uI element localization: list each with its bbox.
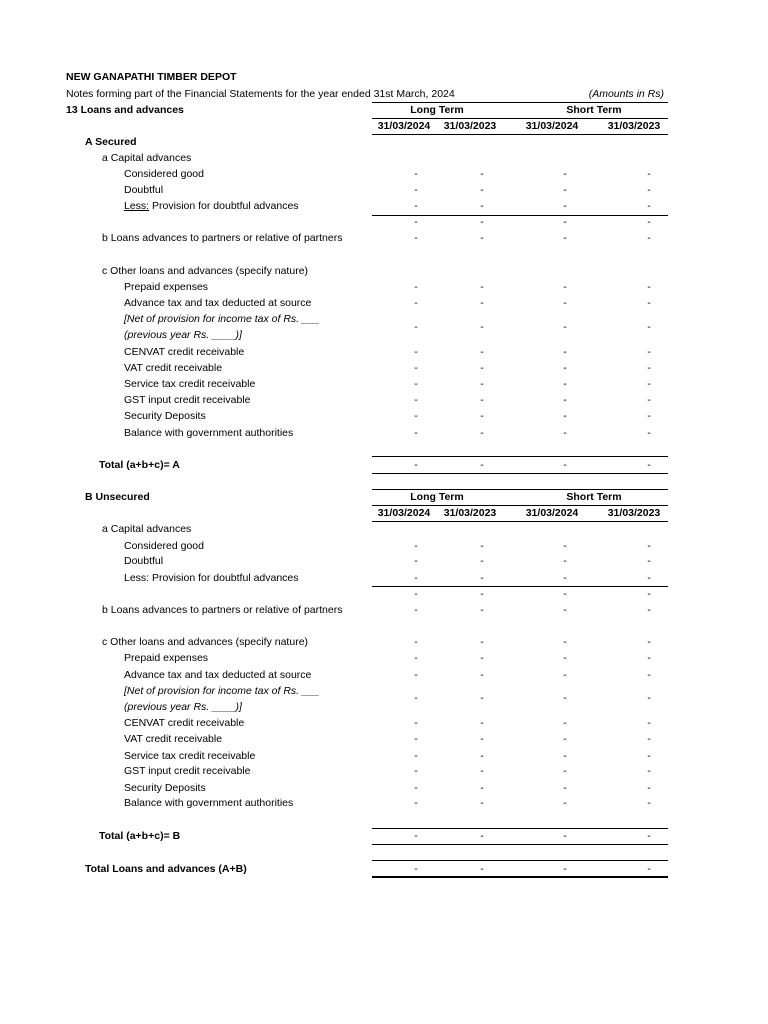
- secured-advance-tax: Advance tax and tax deducted at source: [124, 297, 312, 309]
- secured-considered-good: Considered good: [124, 168, 204, 180]
- amounts-note: (Amounts in Rs): [588, 88, 664, 100]
- amount-cell: -: [647, 669, 651, 681]
- secured-security-deposits: Security Deposits: [124, 410, 206, 422]
- amount-cell: -: [563, 232, 567, 244]
- amount-cell: -: [480, 321, 484, 333]
- amount-cell: -: [480, 346, 484, 358]
- grand-total: Total Loans and advances (A+B): [85, 863, 247, 875]
- amount-cell: -: [480, 378, 484, 390]
- col-date-lt-2023: 31/03/2023: [443, 120, 497, 132]
- unsecured-previous-year: (previous year Rs. ____)]: [124, 701, 242, 713]
- amount-cell: -: [647, 321, 651, 333]
- amount-cell: -: [647, 281, 651, 293]
- amount-cell: -: [480, 863, 484, 875]
- amount-cell: -: [563, 604, 567, 616]
- unsecured-advance-tax: Advance tax and tax deducted at source: [124, 669, 312, 681]
- amount-cell: -: [647, 733, 651, 745]
- amount-cell: -: [647, 232, 651, 244]
- amount-cell: -: [563, 459, 567, 471]
- unsecured-vat: VAT credit receivable: [124, 733, 223, 745]
- amount-cell: -: [480, 797, 484, 809]
- amount-cell: -: [414, 733, 418, 745]
- amount-cell: -: [480, 459, 484, 471]
- amount-cell: -: [480, 750, 484, 762]
- secured-gst: GST input credit receivable: [124, 394, 251, 406]
- unsecured-service-tax: Service tax credit receivable: [124, 750, 256, 762]
- amount-cell: -: [563, 168, 567, 180]
- amount-cell: -: [563, 216, 567, 228]
- amount-cell: -: [414, 782, 418, 794]
- amount-cell: -: [563, 410, 567, 422]
- amount-cell: -: [480, 588, 484, 600]
- amount-cell: -: [480, 168, 484, 180]
- amount-cell: -: [414, 410, 418, 422]
- col-date-st-2023: 31/03/2023: [607, 120, 661, 132]
- amount-cell: -: [563, 362, 567, 374]
- secured-doubtful: Doubtful: [124, 184, 164, 196]
- amount-cell: -: [414, 750, 418, 762]
- unsecured-total: Total (a+b+c)= B: [99, 830, 181, 842]
- amount-cell: -: [647, 750, 651, 762]
- grand-total-double-rule: [372, 876, 668, 878]
- unsecured-doubtful: Doubtful: [124, 555, 164, 567]
- amount-cell: -: [647, 540, 651, 552]
- secured-loans-partners: b Loans advances to partners or relative of partners: [102, 232, 343, 244]
- amount-cell: -: [647, 588, 651, 600]
- total-rule: [372, 828, 668, 829]
- amount-cell: -: [563, 765, 567, 777]
- amount-cell: -: [414, 168, 418, 180]
- col-short-term: Short Term: [566, 104, 622, 116]
- amount-cell: -: [414, 669, 418, 681]
- unsecured-gst: GST input credit receivable: [124, 765, 251, 777]
- secured-capital-advances: a Capital advances: [102, 152, 192, 164]
- note-title: 13 Loans and advances: [66, 104, 184, 116]
- secured-cenvat: CENVAT credit receivable: [124, 346, 245, 358]
- amount-cell: -: [414, 636, 418, 648]
- amount-cell: -: [563, 427, 567, 439]
- subtotal-rule: [372, 586, 668, 587]
- secured-service-tax: Service tax credit receivable: [124, 378, 256, 390]
- amount-cell: -: [563, 297, 567, 309]
- amount-cell: -: [647, 782, 651, 794]
- company-name: NEW GANAPATHI TIMBER DEPOT: [66, 71, 237, 83]
- amount-cell: -: [563, 692, 567, 704]
- amount-cell: -: [414, 378, 418, 390]
- column-header-rule: [372, 118, 668, 119]
- col-date-st-2024: 31/03/2024: [525, 120, 579, 132]
- col-date-st-2024: 31/03/2024: [525, 507, 579, 519]
- amount-cell: -: [414, 692, 418, 704]
- provision-label: Provision for doubtful advances: [149, 200, 299, 212]
- unsecured-cenvat: CENVAT credit receivable: [124, 717, 245, 729]
- secured-provision-row: [124, 200, 299, 213]
- amount-cell: -: [414, 362, 418, 374]
- amount-cell: -: [480, 830, 484, 842]
- amount-cell: -: [563, 394, 567, 406]
- column-header-rule: [372, 489, 668, 490]
- amount-cell: -: [563, 636, 567, 648]
- amount-cell: -: [647, 410, 651, 422]
- unsecured-balance-govt: Balance with government authorities: [124, 797, 294, 809]
- unsecured-other-loans: c Other loans and advances (specify nature): [102, 636, 309, 648]
- amount-cell: -: [563, 782, 567, 794]
- amount-cell: -: [414, 297, 418, 309]
- col-long-term: Long Term: [410, 104, 464, 116]
- amount-cell: -: [480, 427, 484, 439]
- secured-balance-govt: Balance with government authorities: [124, 427, 294, 439]
- amount-cell: -: [480, 652, 484, 664]
- amount-cell: -: [563, 378, 567, 390]
- amount-cell: -: [480, 540, 484, 552]
- amount-cell: -: [414, 652, 418, 664]
- amount-cell: -: [563, 750, 567, 762]
- amount-cell: -: [647, 765, 651, 777]
- col-short-term: Short Term: [566, 491, 622, 503]
- section-secured-title: A Secured: [85, 136, 137, 148]
- unsecured-provision: Less: Provision for doubtful advances: [124, 572, 299, 584]
- unsecured-security-deposits: Security Deposits: [124, 782, 206, 794]
- amount-cell: -: [414, 572, 418, 584]
- amount-cell: -: [647, 346, 651, 358]
- amount-cell: -: [563, 555, 567, 567]
- amount-cell: -: [480, 216, 484, 228]
- amount-cell: -: [480, 636, 484, 648]
- total-rule: [372, 844, 668, 845]
- amount-cell: -: [414, 797, 418, 809]
- amount-cell: -: [563, 669, 567, 681]
- amount-cell: -: [414, 200, 418, 212]
- amount-cell: -: [647, 555, 651, 567]
- amount-cell: -: [414, 540, 418, 552]
- amount-cell: -: [647, 427, 651, 439]
- amount-cell: -: [414, 765, 418, 777]
- amount-cell: -: [480, 765, 484, 777]
- unsecured-loans-partners: b Loans advances to partners or relative of partners: [102, 604, 343, 616]
- amount-cell: -: [414, 830, 418, 842]
- col-date-lt-2024: 31/03/2024: [377, 120, 431, 132]
- amount-cell: -: [414, 588, 418, 600]
- amount-cell: -: [647, 168, 651, 180]
- secured-other-loans: c Other loans and advances (specify nature): [102, 265, 309, 277]
- amount-cell: -: [414, 555, 418, 567]
- col-date-lt-2023: 31/03/2023: [443, 507, 497, 519]
- amount-cell: -: [480, 572, 484, 584]
- amount-cell: -: [563, 733, 567, 745]
- amount-cell: -: [647, 830, 651, 842]
- secured-prepaid: Prepaid expenses: [124, 281, 209, 293]
- less-label: Less:: [124, 200, 150, 212]
- amount-cell: -: [647, 216, 651, 228]
- amount-cell: -: [480, 410, 484, 422]
- amount-cell: -: [647, 200, 651, 212]
- secured-net-provision: [Net of provision for income tax of Rs. ___: [124, 313, 320, 325]
- amount-cell: -: [563, 184, 567, 196]
- col-date-st-2023: 31/03/2023: [607, 507, 661, 519]
- amount-cell: -: [480, 555, 484, 567]
- amount-cell: -: [563, 321, 567, 333]
- amount-cell: -: [647, 394, 651, 406]
- total-rule: [372, 456, 668, 457]
- unsecured-prepaid: Prepaid expenses: [124, 652, 209, 664]
- amount-cell: -: [563, 540, 567, 552]
- amount-cell: -: [480, 200, 484, 212]
- section-unsecured-title: B Unsecured: [85, 491, 150, 503]
- amount-cell: -: [647, 378, 651, 390]
- amount-cell: -: [563, 863, 567, 875]
- amount-cell: -: [480, 184, 484, 196]
- amount-cell: -: [647, 604, 651, 616]
- secured-vat: VAT credit receivable: [124, 362, 223, 374]
- amount-cell: -: [563, 281, 567, 293]
- amount-cell: -: [414, 863, 418, 875]
- secured-total: Total (a+b+c)= A: [99, 459, 180, 471]
- unsecured-considered-good: Considered good: [124, 540, 204, 552]
- amount-cell: -: [647, 572, 651, 584]
- amount-cell: -: [563, 346, 567, 358]
- amount-cell: -: [647, 184, 651, 196]
- amount-cell: -: [480, 669, 484, 681]
- unsecured-net-provision: [Net of provision for income tax of Rs. ___: [124, 685, 320, 697]
- grand-total-rule: [372, 860, 668, 861]
- amount-cell: -: [414, 427, 418, 439]
- secured-previous-year: (previous year Rs. ____)]: [124, 329, 242, 341]
- column-header-rule: [372, 134, 668, 135]
- amount-cell: -: [414, 281, 418, 293]
- amount-cell: -: [414, 184, 418, 196]
- amount-cell: -: [563, 797, 567, 809]
- amount-cell: -: [563, 588, 567, 600]
- header-rule: [372, 102, 668, 103]
- amount-cell: -: [414, 604, 418, 616]
- amount-cell: -: [414, 216, 418, 228]
- amount-cell: -: [647, 863, 651, 875]
- amount-cell: -: [563, 830, 567, 842]
- amount-cell: -: [647, 652, 651, 664]
- amount-cell: -: [480, 733, 484, 745]
- col-long-term: Long Term: [410, 491, 464, 503]
- amount-cell: -: [563, 572, 567, 584]
- total-rule: [372, 473, 668, 474]
- amount-cell: -: [480, 297, 484, 309]
- amount-cell: -: [480, 281, 484, 293]
- amount-cell: -: [414, 394, 418, 406]
- column-header-rule: [372, 505, 668, 506]
- amount-cell: -: [480, 717, 484, 729]
- amount-cell: -: [414, 232, 418, 244]
- amount-cell: -: [414, 346, 418, 358]
- amount-cell: -: [414, 321, 418, 333]
- amount-cell: -: [647, 692, 651, 704]
- amount-cell: -: [647, 459, 651, 471]
- unsecured-capital-advances: a Capital advances: [102, 523, 192, 535]
- amount-cell: -: [563, 200, 567, 212]
- amount-cell: -: [563, 652, 567, 664]
- amount-cell: -: [480, 394, 484, 406]
- amount-cell: -: [647, 797, 651, 809]
- amount-cell: -: [647, 297, 651, 309]
- amount-cell: -: [480, 782, 484, 794]
- column-header-rule: [372, 521, 668, 522]
- amount-cell: -: [480, 692, 484, 704]
- amount-cell: -: [480, 362, 484, 374]
- col-date-lt-2024: 31/03/2024: [377, 507, 431, 519]
- amount-cell: -: [414, 459, 418, 471]
- amount-cell: -: [647, 636, 651, 648]
- amount-cell: -: [563, 717, 567, 729]
- amount-cell: -: [647, 362, 651, 374]
- amount-cell: -: [480, 604, 484, 616]
- amount-cell: -: [647, 717, 651, 729]
- amount-cell: -: [480, 232, 484, 244]
- amount-cell: -: [414, 717, 418, 729]
- statement-subtitle: Notes forming part of the Financial Statements for the year ended 31st March, 2024: [66, 88, 455, 100]
